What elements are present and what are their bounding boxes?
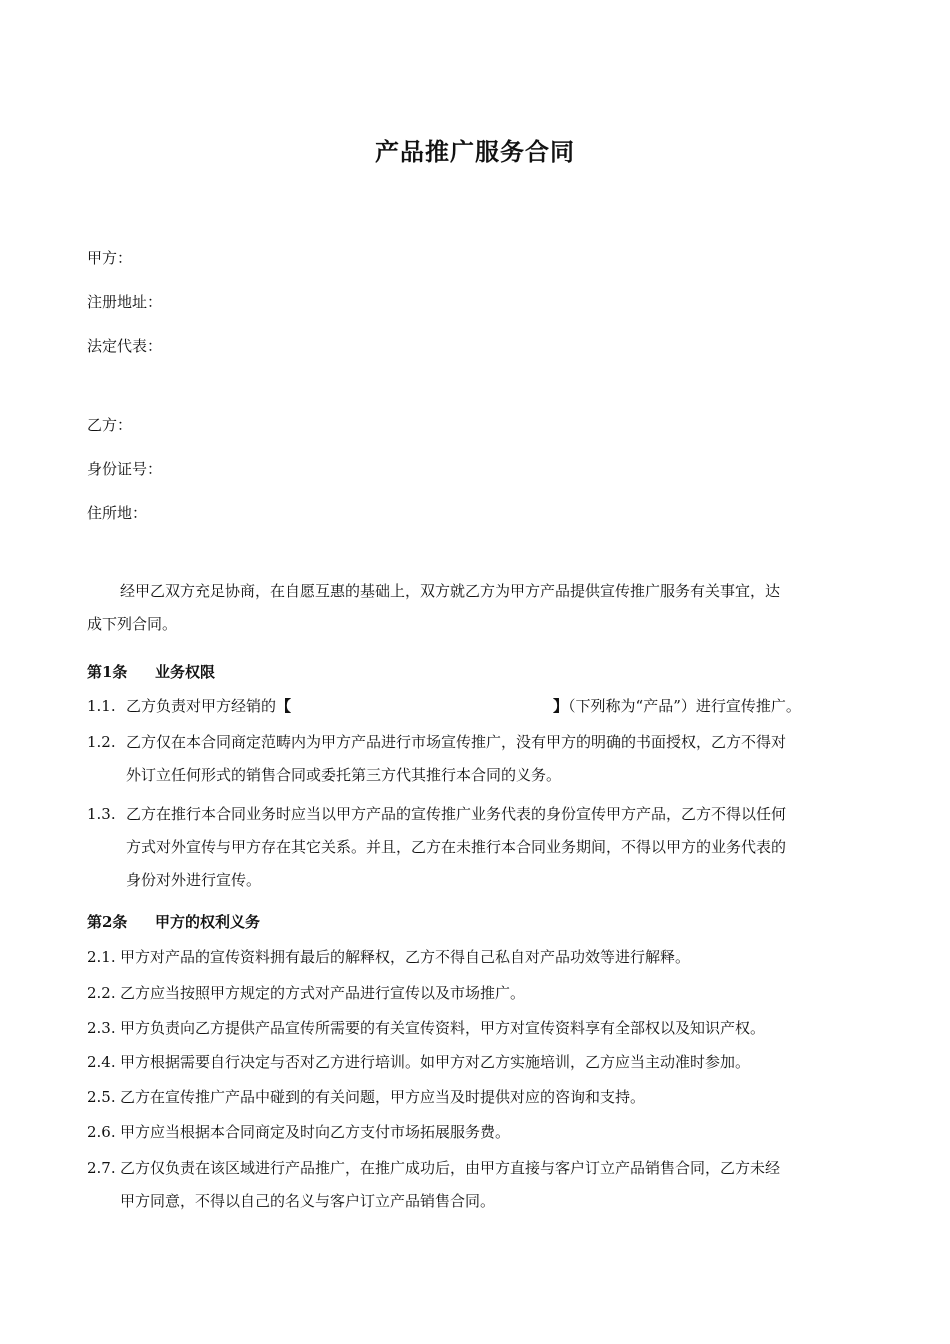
document-title: 产品推广服务合同 xyxy=(375,137,575,166)
party-b-name-label: 乙方： xyxy=(87,416,133,434)
clause-number: 2.7. xyxy=(87,1159,116,1177)
clause-line: 甲方负责向乙方提供产品宣传所需要的有关宣传资料，甲方对宣传资料享有全部权以及知识产权。 xyxy=(120,1019,766,1037)
clause-1-3 xyxy=(87,803,863,891)
clause-number: 2.3. xyxy=(87,1019,116,1037)
article-2-heading xyxy=(87,911,260,933)
clause-2-3 xyxy=(87,1017,863,1039)
clause-1-2 xyxy=(87,731,863,786)
clause-2-1 xyxy=(87,946,863,968)
clause-text: 乙方负责对甲方经销的 xyxy=(126,697,277,715)
preamble-paragraph xyxy=(87,580,863,635)
clause-number: 1.2. xyxy=(87,733,116,751)
clause-1-1 xyxy=(87,695,863,717)
clause-line: 身份对外进行宣传。 xyxy=(126,871,262,889)
clause-line: 外订立任何形式的销售合同或委托第三方代其推行本合同的义务。 xyxy=(126,766,562,784)
article-number: 第1条 xyxy=(87,663,128,681)
clause-number: 1.1. xyxy=(87,697,116,715)
party-a-address-label: 注册地址： xyxy=(87,293,163,311)
article-title: 甲方的权利义务 xyxy=(155,913,261,931)
clause-line: 甲方对产品的宣传资料拥有最后的解释权，乙方不得自己私自对产品功效等进行解释。 xyxy=(120,948,691,966)
preamble-line: 经甲乙双方充足协商，在自愿互惠的基础上，双方就乙方为甲方产品提供宣传推广服务有关事宜，达 xyxy=(120,582,781,600)
clause-number: 2.2. xyxy=(87,984,116,1002)
clause-number: 2.4. xyxy=(87,1053,116,1071)
clause-2-7 xyxy=(87,1157,863,1212)
clause-line: 方式对外宣传与甲方存在其它关系。并且，乙方在未推行本合同业务期间，不得以甲方的业务代表的 xyxy=(126,838,787,856)
clause-line: 乙方在推行本合同业务时应当以甲方产品的宣传推广业务代表的身份宣传甲方产品，乙方不得以任何 xyxy=(126,805,787,823)
clause-number: 2.1. xyxy=(87,948,116,966)
article-1-heading xyxy=(87,661,215,683)
party-b-residence-label: 住所地： xyxy=(87,504,148,522)
party-a-representative-label: 法定代表： xyxy=(87,337,163,355)
clause-2-2 xyxy=(87,982,863,1004)
preamble-line: 成下列合同。 xyxy=(87,615,178,633)
clause-line: 甲方根据需要自行决定与否对乙方进行培训。如甲方对乙方实施培训，乙方应当主动准时参加。 xyxy=(120,1053,751,1071)
clause-2-4 xyxy=(87,1051,863,1073)
article-number: 第2条 xyxy=(87,913,128,931)
clause-line: 甲方应当根据本合同商定及时向乙方支付市场拓展服务费。 xyxy=(120,1123,511,1141)
clause-line xyxy=(126,695,863,717)
clause-line: 乙方仅在本合同商定范畴内为甲方产品进行市场宣传推广，没有甲方的明确的书面授权，乙方不得对 xyxy=(126,733,787,751)
bracket-close: 】 xyxy=(553,697,569,715)
clause-2-5 xyxy=(87,1086,863,1108)
clause-number: 1.3. xyxy=(87,805,116,823)
party-b-id-label: 身份证号： xyxy=(87,460,163,478)
party-a-name-label: 甲方： xyxy=(87,249,133,267)
bracket-open: 【 xyxy=(276,697,292,715)
clause-line: 乙方应当按照甲方规定的方式对产品进行宣传以及市场推广。 xyxy=(120,984,526,1002)
clause-line: 甲方同意，不得以自己的名义与客户订立产品销售合同。 xyxy=(120,1192,496,1210)
clause-2-6 xyxy=(87,1121,863,1143)
clause-text: （下列称为“产品”）进行宣传推广。 xyxy=(568,697,801,715)
article-title: 业务权限 xyxy=(155,663,216,681)
clause-line: 乙方仅负责在该区域进行产品推广，在推广成功后，由甲方直接与客户订立产品销售合同，乙方未经 xyxy=(120,1159,781,1177)
clause-line: 乙方在宣传推广产品中碰到的有关问题，甲方应当及时提供对应的咨询和支持。 xyxy=(120,1088,646,1106)
clause-number: 2.6. xyxy=(87,1123,116,1141)
clause-number: 2.5. xyxy=(87,1088,116,1106)
